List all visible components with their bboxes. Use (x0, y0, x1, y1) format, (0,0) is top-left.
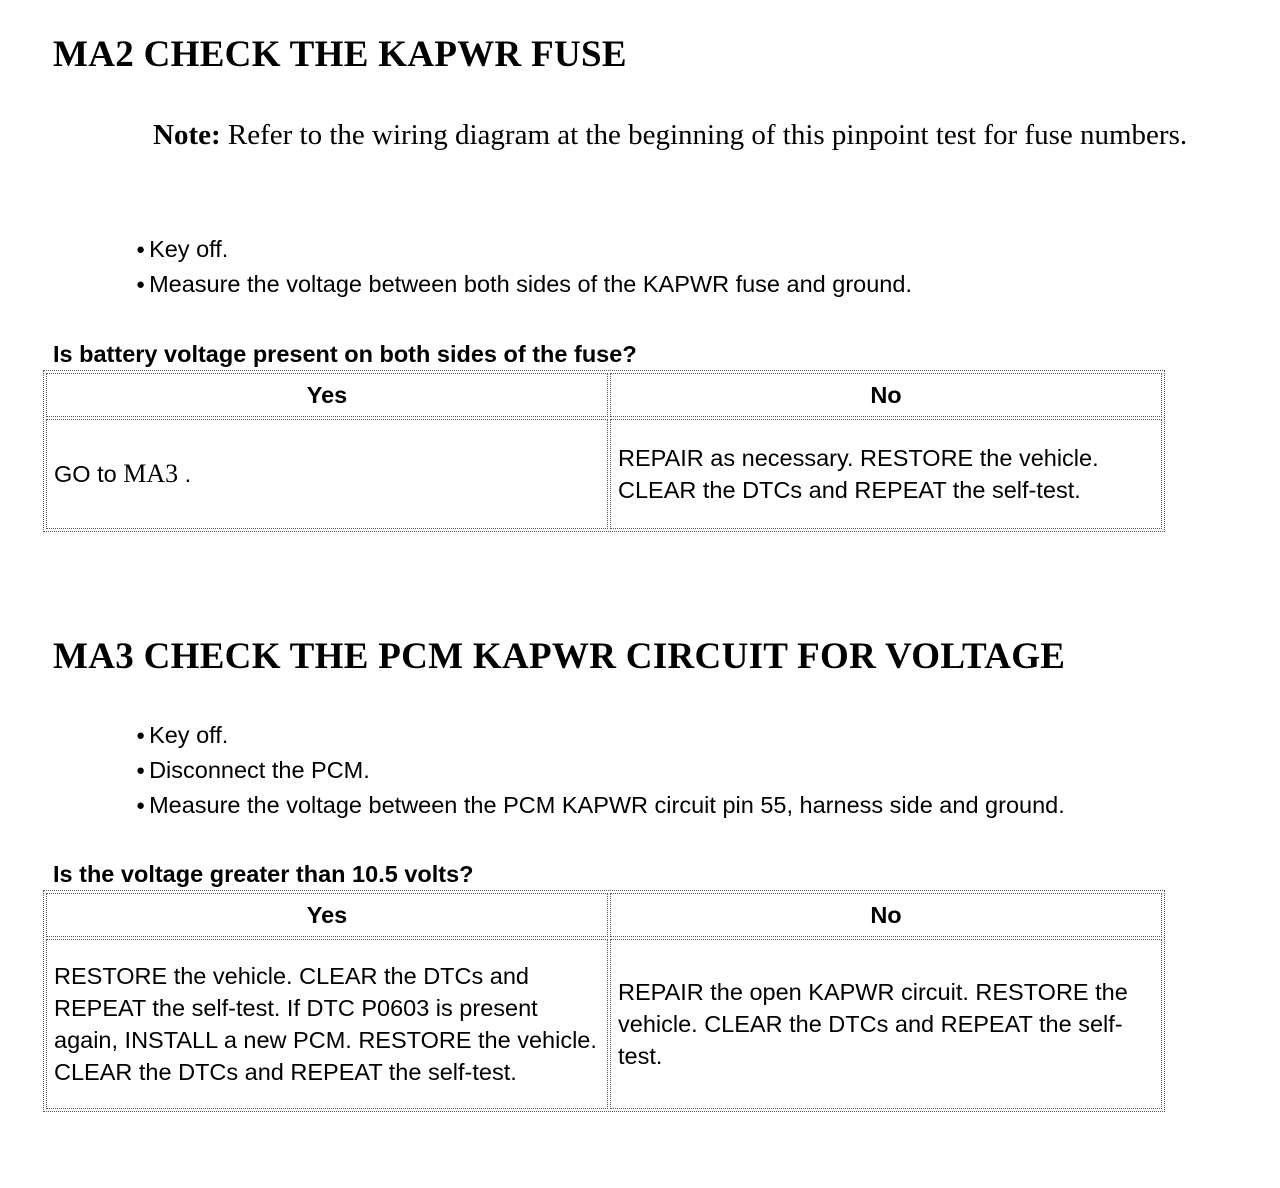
list-item (136, 788, 1065, 823)
step-title-ma3: MA3 CHECK THE PCM KAPWR CIRCUIT FOR VOLTAGE (53, 636, 1066, 677)
instruction-list-ma3 (136, 718, 1065, 823)
list-item-text: Measure the voltage between the PCM KAPWR circuit pin 55, harness side and ground. (149, 792, 1065, 818)
table-row (46, 419, 1162, 529)
table-row (46, 939, 1162, 1109)
note-label: Note: (153, 119, 221, 151)
list-item-text: Disconnect the PCM. (149, 757, 370, 783)
yes-cell: RESTORE the vehicle. CLEAR the DTCs and REPEAT the self-test. If DTC P0603 is present again, INSTALL a new PCM. RESTORE the vehicle. CLEAR the DTCs and REPEAT the self-test. (46, 939, 608, 1109)
bullet-icon: ● (136, 727, 146, 744)
no-header: No (610, 373, 1162, 417)
bullet-icon: ● (136, 276, 146, 293)
question-ma2: Is battery voltage present on both sides of the fuse? (53, 341, 637, 367)
no-header: No (610, 893, 1162, 937)
table-header-row (46, 893, 1162, 937)
yes-header: Yes (46, 893, 608, 937)
list-item-text: Measure the voltage between both sides of the KAPWR fuse and ground. (149, 271, 912, 297)
goto-ma3-link[interactable]: MA3 (123, 459, 179, 488)
list-item-text: Key off. (149, 236, 229, 262)
result-table-ma2 (43, 370, 1165, 532)
table-header-row (46, 373, 1162, 417)
list-item (136, 267, 912, 302)
question-ma3: Is the voltage greater than 10.5 volts? (53, 861, 474, 887)
yes-header: Yes (46, 373, 608, 417)
note-text: Refer to the wiring diagram at the beginning of this pinpoint test for fuse numbers. (220, 119, 1188, 151)
list-item (136, 753, 1065, 788)
step-title-ma2: MA2 CHECK THE KAPWR FUSE (53, 34, 627, 75)
no-cell: REPAIR as necessary. RESTORE the vehicle. CLEAR the DTCs and REPEAT the self-test. (610, 419, 1162, 529)
no-cell: REPAIR the open KAPWR circuit. RESTORE the vehicle. CLEAR the DTCs and REPEAT the self-test. (610, 939, 1162, 1109)
yes-cell (46, 419, 608, 529)
list-item (136, 718, 1065, 753)
yes-text-suffix: . (178, 461, 192, 487)
yes-text: GO to (54, 461, 124, 487)
bullet-icon: ● (136, 797, 146, 814)
result-table-ma3 (43, 890, 1165, 1112)
list-item-text: Key off. (149, 722, 229, 748)
note (153, 115, 1233, 155)
list-item (136, 232, 912, 267)
instruction-list-ma2 (136, 232, 912, 302)
bullet-icon: ● (136, 762, 146, 779)
bullet-icon: ● (136, 241, 146, 258)
